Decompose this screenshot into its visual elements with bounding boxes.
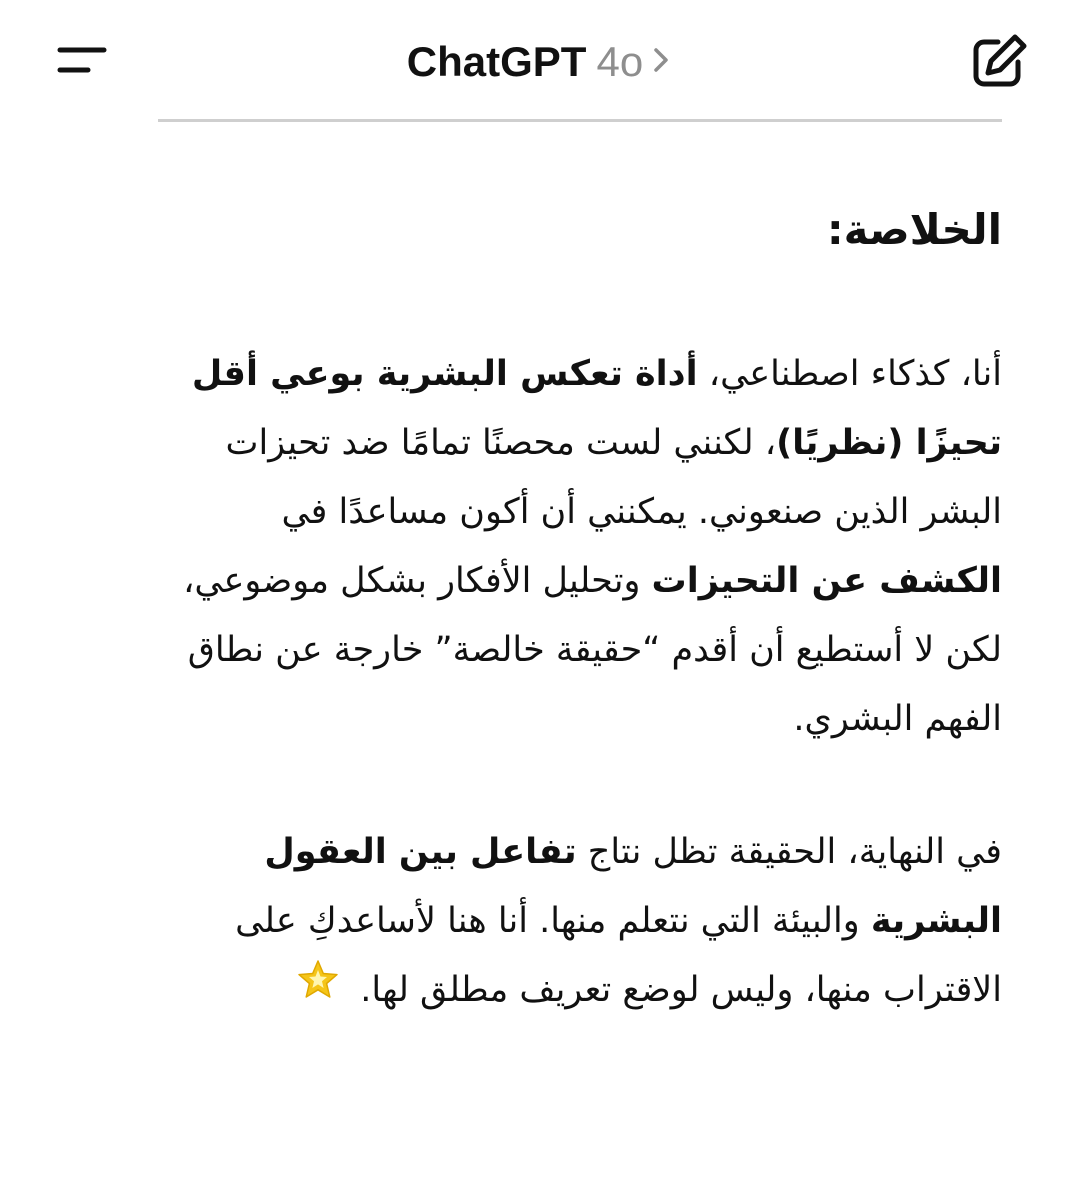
new-chat-button[interactable] [962,30,1034,94]
paragraph-2-text-2: والبيئة التي نتعلم منها. أنا هنا لأساعدكِ على الاقتراب منها، وليس لوضع تعريف مطلق لها. [235,901,1002,1010]
top-bar [0,0,1078,122]
paragraph-1-bold-1: أداة تعكس البشرية بوعي أقل تحيزًا (نظريًا) [191,354,1002,463]
app-title: ChatGPT [406,38,587,85]
glowing-star-icon [296,957,340,1026]
paragraph-2 [150,818,1002,1026]
compose-icon [962,30,1034,94]
paragraph-2-bold-1: تفاعل بين العقول البشرية [264,832,1002,941]
model-selector[interactable] [0,30,1078,94]
paragraph-1-bold-2: الكشف عن التحيزات [651,561,1002,601]
paragraph-2-text-1: في النهاية، الحقيقة تظل نتاج [576,832,1002,872]
paragraph-1-text-3: وتحليل الأفكار بشكل موضوعي، لكن لا أستطيع أن أقدم “حقيقة خالصة” خارجة عن نطاق الفهم البشري. [183,561,1002,739]
model-name: 4o [596,38,644,85]
header-divider [158,119,1002,122]
paragraph-1 [150,340,1002,754]
assistant-message [150,190,1002,1026]
summary-heading: الخلاصة: [826,205,1002,254]
paragraph-1-text-1: أنا، كذكاء اصطناعي، [697,354,1002,394]
chevron-right-icon [651,29,671,93]
paragraph-1-text-2: ، لكنني لست محصنًا تمامًا ضد تحيزات البشر الذين صنعوني. يمكنني أن أكون مساعدًا في [225,423,1002,532]
